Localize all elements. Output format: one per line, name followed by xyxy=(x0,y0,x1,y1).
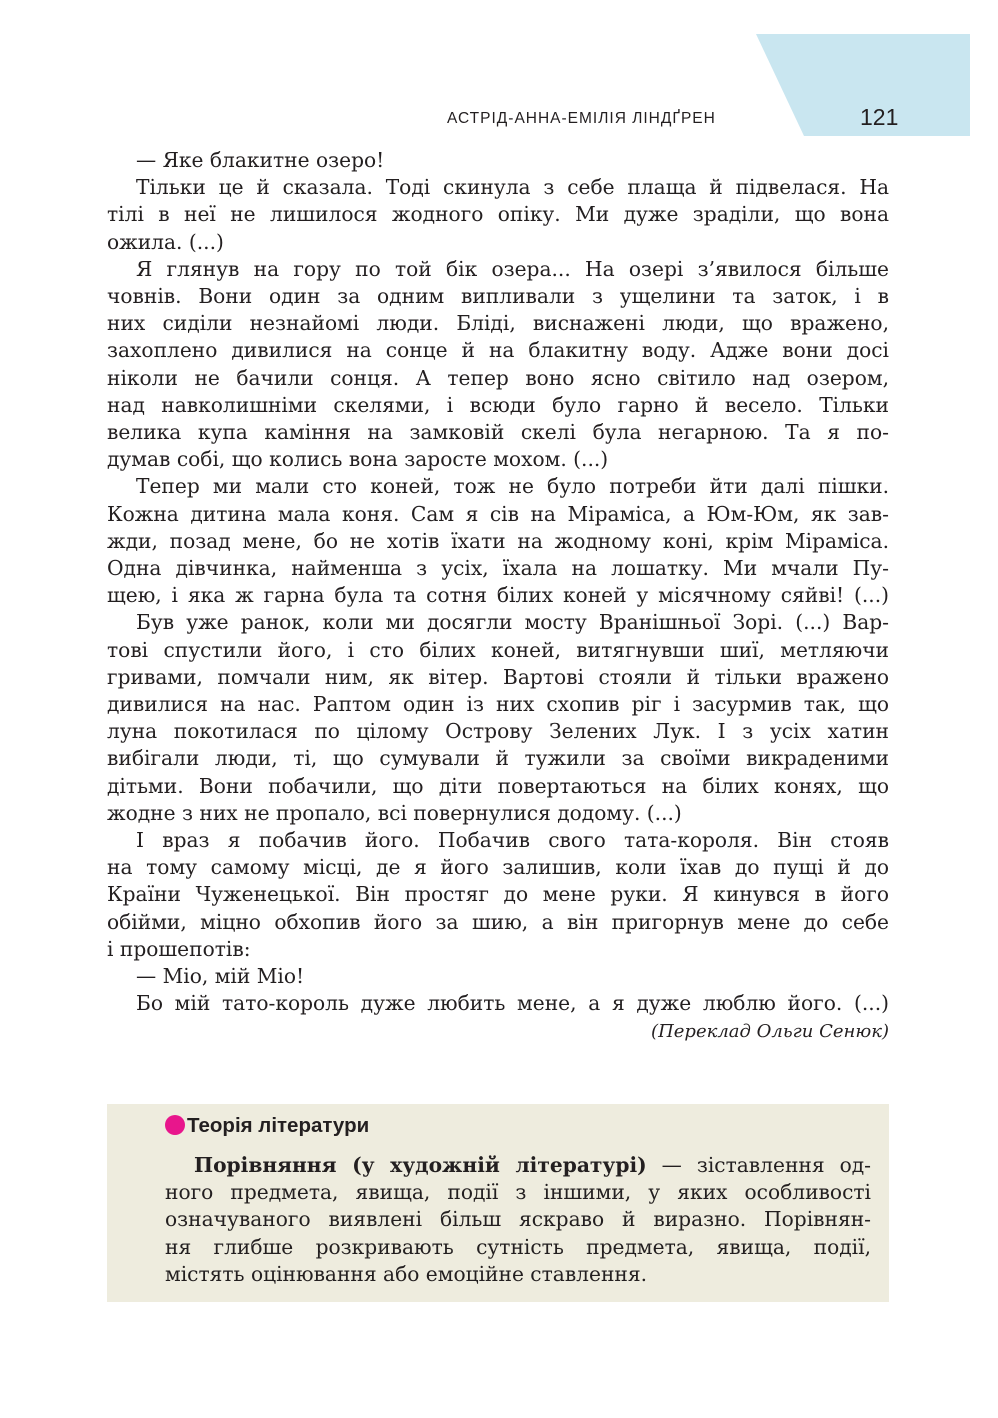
text-line: велика купа каміння на замковій скелі була негарною. Та я по- xyxy=(107,420,889,445)
text-line: обійми, міцно обхопив його за шию, а він пригорнув мене до себе xyxy=(107,909,889,934)
text-line: жодне з них не пропало, всі повернулися додому. (...) xyxy=(107,800,682,825)
text-line: гривами, помчали ним, як вітер. Вартові стояли й тільки вражено xyxy=(107,664,889,689)
text-line: Був уже ранок, коли ми досягли мосту Вранішньої Зорі. (...) Вар- xyxy=(136,610,889,635)
story-text xyxy=(107,147,889,1045)
theory-line: містять оцінювання або емоційне ставлення. xyxy=(165,1261,648,1286)
theory-term: Порівняння (у художній літературі) xyxy=(194,1153,647,1177)
text-line: щею, і яка ж гарна була та сотня білих коней у місячному сяйві! (...) xyxy=(107,583,889,608)
theory-line xyxy=(165,1152,871,1179)
text-line: дітьми. Вони побачили, що діти повертаються на білих конях, що xyxy=(107,773,889,798)
text-line: Кожна дитина мала коня. Сам я сів на Міраміса, а Юм-Юм, як зав- xyxy=(107,501,889,526)
bullet-dot-icon xyxy=(165,1115,185,1135)
theory-line: ня глибше розкривають сутність предмета, явища, події, xyxy=(165,1234,871,1259)
translation-source: (Переклад Ольги Сенюк) xyxy=(651,1020,889,1042)
theory-box xyxy=(107,1104,889,1302)
theory-line-text: — зіставлення од- xyxy=(646,1153,871,1177)
text-line: Я глянув на гору по той бік озера... На озері з’явилося більше xyxy=(136,256,889,281)
text-line: захоплено дивилися на сонце й на блакитну воду. Адже вони досі xyxy=(107,338,889,363)
theory-heading xyxy=(165,1114,369,1138)
text-line: і прошепотів: xyxy=(107,936,251,961)
text-line: жди, позад мене, бо не хотів їхати на жодному коні, крім Міраміса. xyxy=(107,528,889,553)
text-line: — Яке блакитне озеро! xyxy=(136,148,385,172)
text-line: ожила. (...) xyxy=(107,229,224,254)
text-line: Одна дівчинка, найменша з усіх, їхала на лошатку. Ми мчали Пу- xyxy=(107,556,889,581)
running-head: АСТРІД-АННА-ЕМІЛІЯ ЛІНДҐРЕН xyxy=(447,110,716,127)
page-number: 121 xyxy=(860,104,899,130)
theory-heading-label: Теорія літератури xyxy=(187,1114,370,1137)
text-line: Бо мій тато-король дуже любить мене, а я дуже люблю його. (...) xyxy=(136,991,889,1016)
text-line: І враз я побачив його. Побачив свого тата-короля. Він стояв xyxy=(136,828,889,853)
text-line: Тільки це й сказала. Тоді скинула з себе плаща й підвелася. На xyxy=(136,175,889,200)
theory-definition xyxy=(165,1152,871,1288)
text-line: ніколи не бачили сонця. А тепер воно ясно світило над озером, xyxy=(107,365,889,390)
text-line: Тепер ми мали сто коней, тож не було потреби йти далі пішки. xyxy=(136,474,889,499)
text-line: човнів. Вони один за одним випливали з ущелини та заток, і в xyxy=(107,284,889,309)
text-line: на тому самому місці, де я його залишив, коли їхав до пущі й до xyxy=(107,855,889,880)
theory-line: ного предмета, явища, події з іншими, у яких особливості xyxy=(165,1180,871,1205)
text-line: луна покотилася по цілому Острову Зелених Лук. І з усіх хатин xyxy=(107,719,889,744)
text-line: них сиділи незнайомі люди. Бліді, виснажені люди, що вражено, xyxy=(107,311,889,336)
text-line: дивилися на нас. Раптом один із них схопив ріг і засурмив так, що xyxy=(107,692,889,717)
text-line: тові спустили його, і сто білих коней, витягнувши шиї, метляючи xyxy=(107,637,889,662)
text-line: — Міо, мій Міо! xyxy=(136,964,305,989)
theory-line: означуваного виявлені більш яскраво й виразно. Порівнян- xyxy=(165,1207,871,1232)
text-line: тілі в неї не лишилося жодного опіку. Ми дуже зраділи, що вона xyxy=(107,202,889,227)
text-line: Країни Чуженецької. Він простяг до мене руки. Я кинувся в його xyxy=(107,882,889,907)
text-line: думав собі, що колись вона заросте мохом. (...) xyxy=(107,447,609,472)
text-line: над навколишніми скелями, і всюди було гарно й весело. Тільки xyxy=(107,392,889,417)
text-line: вибігали люди, ті, що сумували й тужили за своїми викраденими xyxy=(107,746,889,771)
